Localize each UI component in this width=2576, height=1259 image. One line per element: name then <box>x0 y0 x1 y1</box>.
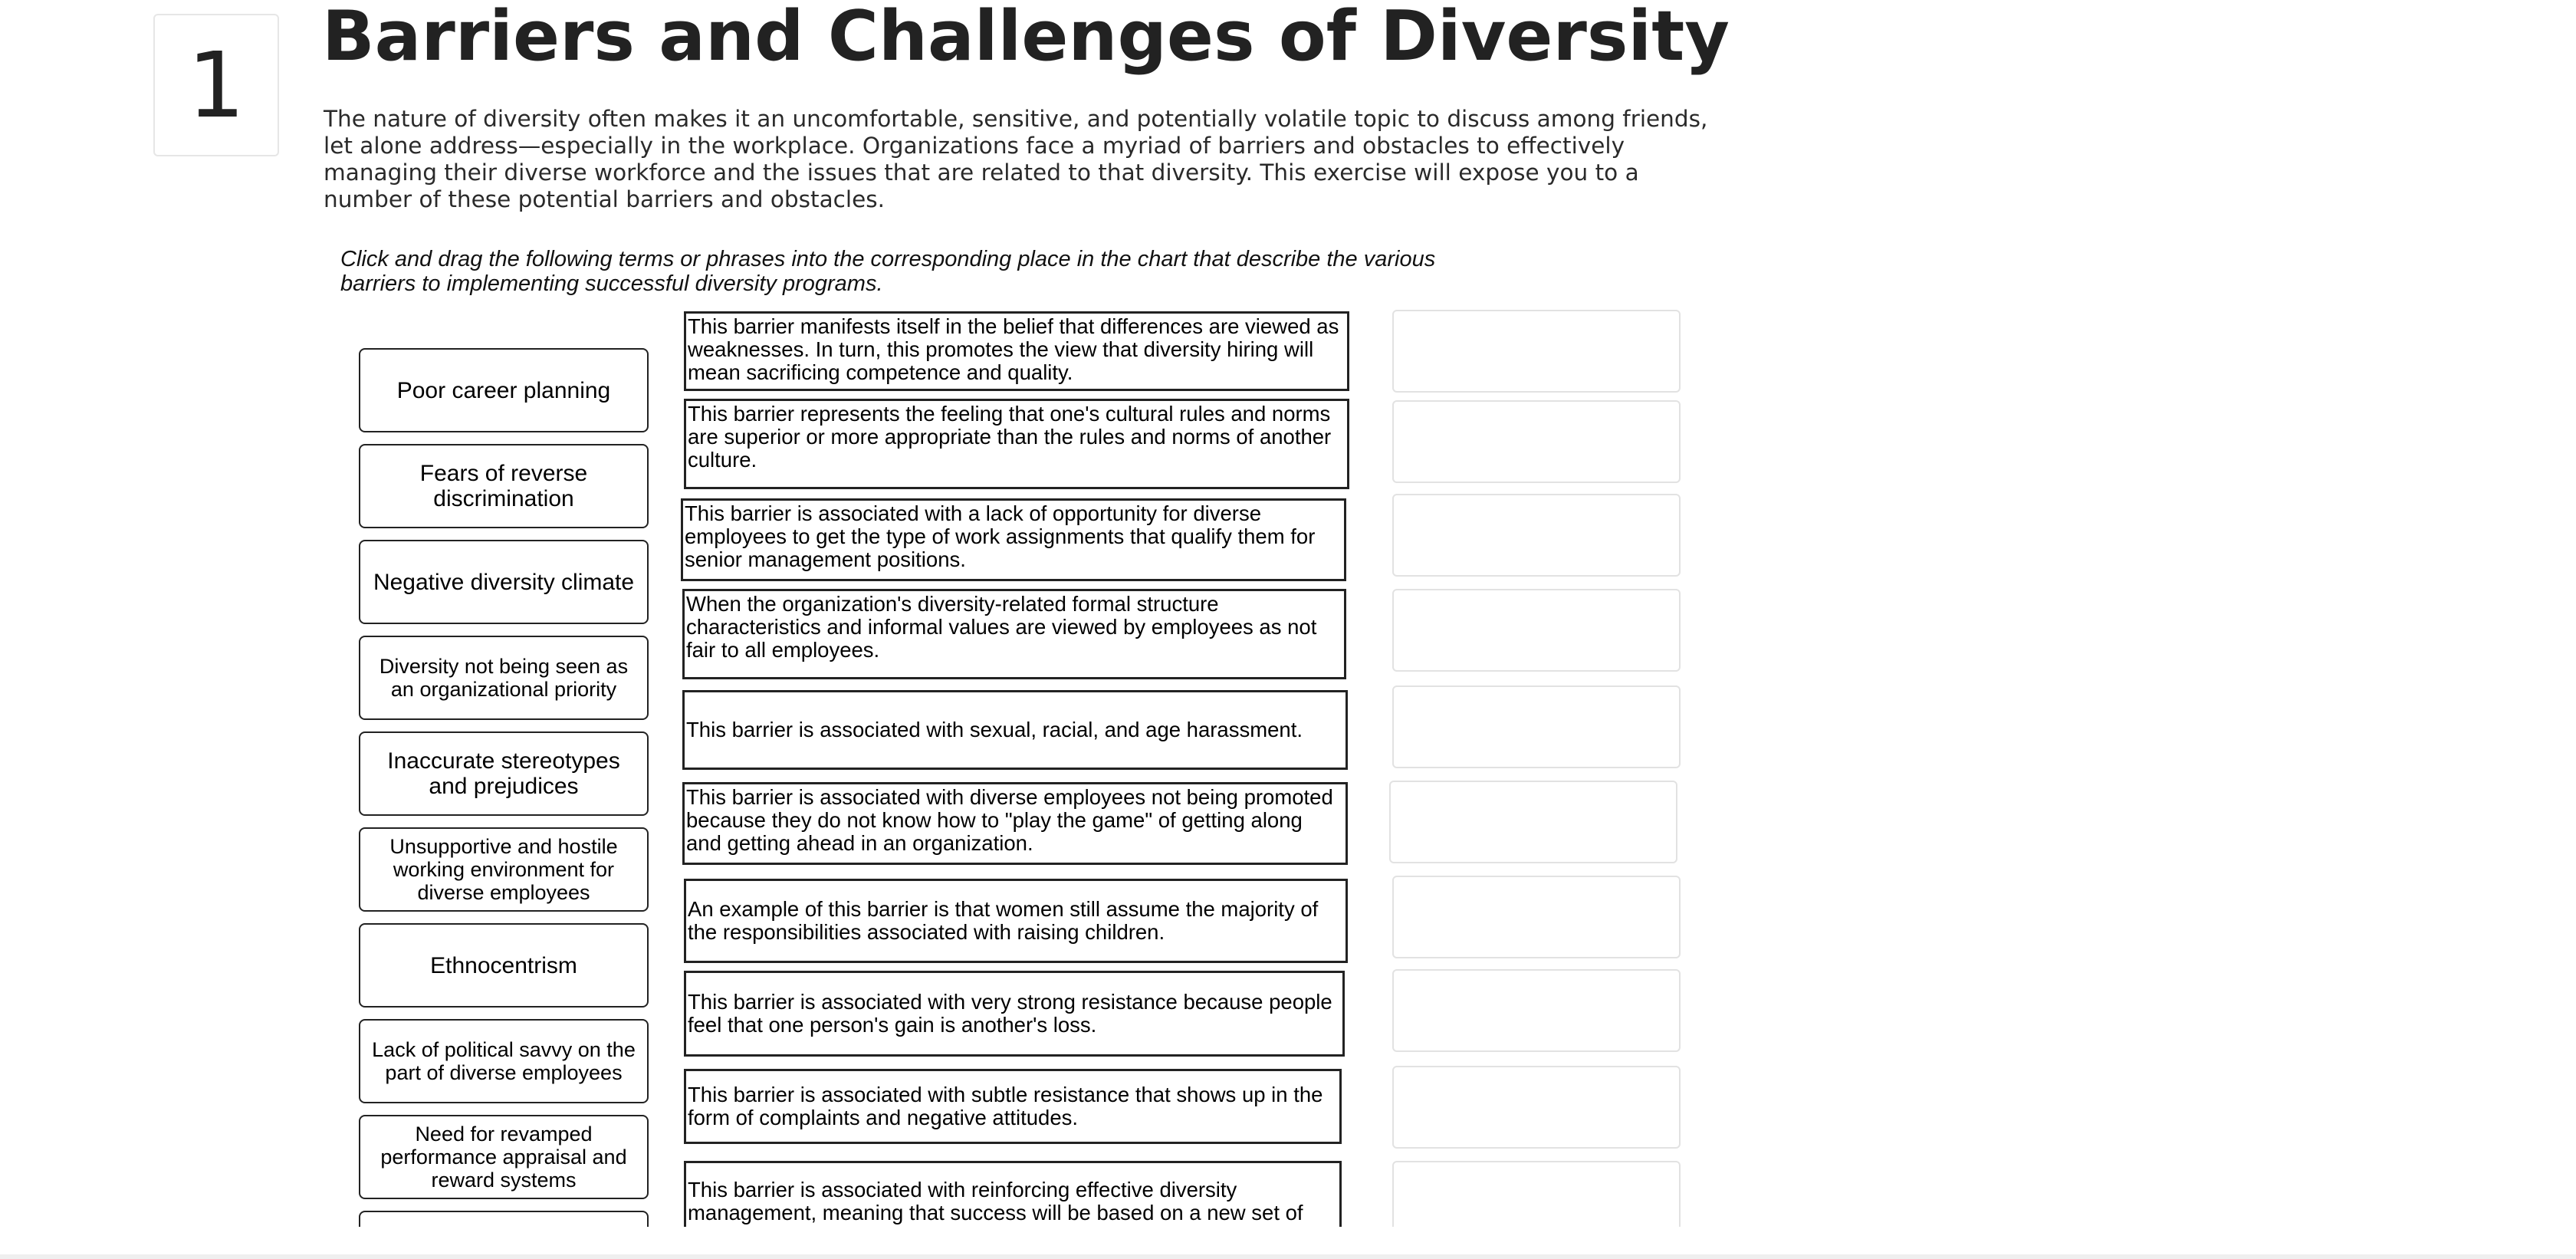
draggable-term[interactable]: Need for revamped performance appraisal and reward systems <box>359 1115 649 1199</box>
drop-target[interactable] <box>1392 685 1681 768</box>
drop-target[interactable] <box>1392 1161 1681 1227</box>
drop-target[interactable] <box>1392 589 1681 672</box>
intro-paragraph: The nature of diversity often makes it an uncomfortable, sensitive, and potentially volatile topic to discuss among friends, let alone address—especially in the workplace. Organizations face a myriad of barriers and obstacles to effectively managing their diverse workforce and the issues that are related to that diversity. This exercise will expose you to a number of these potential barriers and obstacles. <box>324 106 1708 212</box>
instructions-text: Click and drag the following terms or phrases into the corresponding place in the chart that describe the various barriers to implementing successful diversity programs. <box>340 247 1436 296</box>
definition-box: When the organization's diversity-related formal structure characteristics and informal values are viewed by employees as not fair to all employees. <box>682 589 1346 679</box>
draggable-term[interactable]: Poor career planning <box>359 348 649 432</box>
definition-box: This barrier is associated with diverse employees not being promoted because they do not know how to "play the game" of getting along and getting ahead in an organization. <box>682 782 1348 865</box>
draggable-term[interactable]: Lack of political savvy on the part of diverse employees <box>359 1019 649 1103</box>
bottom-divider <box>0 1254 2576 1259</box>
definition-box: This barrier manifests itself in the belief that differences are viewed as weaknesses. In turn, this promotes the view that diversity hiring will mean sacrificing competence and quality. <box>684 311 1349 391</box>
draggable-term[interactable]: Diversity not being seen as an organizational priority <box>359 636 649 720</box>
definition-box: This barrier is associated with a lack of opportunity for diverse employees to get the type of work assignments that qualify them for senior management positions. <box>681 498 1346 581</box>
draggable-term[interactable]: Inaccurate stereotypes and prejudices <box>359 731 649 816</box>
draggable-term[interactable]: Ethnocentrism <box>359 923 649 1008</box>
draggable-term[interactable]: Negative diversity climate <box>359 540 649 624</box>
draggable-term[interactable]: Unsupportive and hostile working environment for diverse employees <box>359 827 649 912</box>
drop-target[interactable] <box>1392 400 1681 483</box>
drop-target[interactable] <box>1392 1066 1681 1149</box>
draggable-term[interactable]: Fears of reverse discrimination <box>359 444 649 528</box>
drop-target[interactable] <box>1392 876 1681 958</box>
question-number-badge: 1 <box>153 14 279 156</box>
definition-box: This barrier is associated with very strong resistance because people feel that one person's gain is another's loss. <box>684 971 1345 1057</box>
draggable-term[interactable] <box>359 1211 649 1227</box>
drop-target[interactable] <box>1389 781 1677 863</box>
drop-target[interactable] <box>1392 969 1681 1052</box>
definition-box: An example of this barrier is that women still assume the majority of the responsibilities associated with raising children. <box>684 879 1348 963</box>
definition-box: This barrier is associated with subtle resistance that shows up in the form of complaints and negative attitudes. <box>684 1069 1342 1144</box>
definition-box: This barrier represents the feeling that one's cultural rules and norms are superior or more appropriate than the rules and norms of another culture. <box>684 399 1349 489</box>
definition-box: This barrier is associated with reinforcing effective diversity management, meaning that success will be based on a new set of <box>684 1161 1342 1227</box>
page-title: Barriers and Challenges of Diversity <box>322 0 1730 77</box>
definition-box: This barrier is associated with sexual, racial, and age harassment. <box>682 690 1348 770</box>
drop-target[interactable] <box>1392 310 1681 393</box>
drop-target[interactable] <box>1392 494 1681 577</box>
